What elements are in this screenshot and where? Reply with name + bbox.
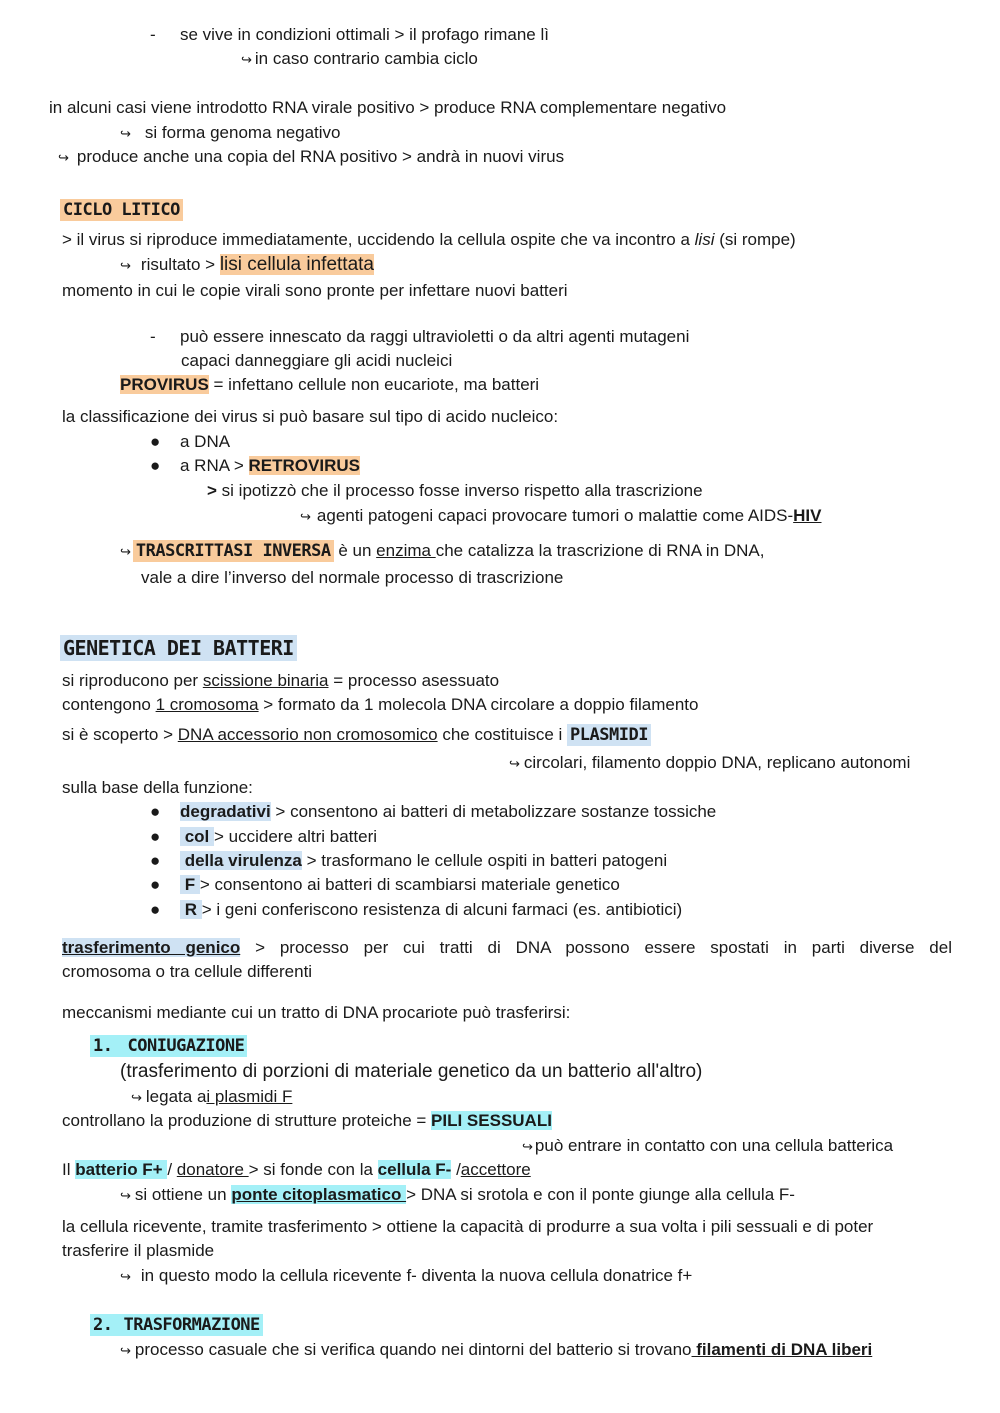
text-line: - se vive in condizioni ottimali > il profago rimane lì: [150, 25, 549, 44]
text-line: si è scoperto > DNA accessorio non cromosomico che costituisce i PLASMIDI: [62, 722, 651, 748]
section-title-ciclo-litico: CICLO LITICO: [60, 197, 183, 223]
bullet-icon: ●: [150, 802, 161, 821]
text-line: trasferire il plasmide: [62, 1241, 215, 1260]
list-item: ● R > i geni conferiscono resistenza di alcuni farmaci (es. antibiotici): [150, 900, 683, 919]
text-line: trasferimento genico > processo per cui tratti di DNA possono essere spostati in parti diverse del: [62, 938, 952, 957]
hook-arrow-icon: ↪: [120, 1189, 131, 1204]
text-line: > il virus si riproduce immediatamente, uccidendo la cellula ospite che va incontro a lisi (si rompe): [62, 230, 796, 249]
text-line: vale a dire l’inverso del normale processo di trascrizione: [141, 568, 564, 587]
text-line: ↪ può entrare in contatto con una cellula batterica: [522, 1136, 894, 1155]
text-line: - può essere innescato da raggi ultravioletti o da altri agenti mutageni: [150, 327, 690, 346]
text-line: ↪ in questo modo la cellula ricevente f- diventa la nuova cellula donatrice f+: [120, 1266, 693, 1285]
text-line: meccanismi mediante cui un tratto di DNA procariote può trasferirsi:: [62, 1003, 571, 1022]
text-line: sulla base della funzione:: [62, 778, 253, 797]
text-line: la classificazione dei virus si può basare sul tipo di acido nucleico:: [62, 407, 559, 426]
plasmidi-term: PLASMIDI: [567, 724, 651, 746]
list-item: ● a RNA > RETROVIRUS: [150, 456, 360, 475]
text-line: ↪ produce anche una copia del RNA positivo > andrà in nuovi virus: [58, 147, 565, 166]
text-line: ↪ agenti patogeni capaci provocare tumori o malattie come AIDS-HIV: [300, 506, 822, 525]
section-title-trasformazione: 2. TRASFORMAZIONE: [90, 1313, 263, 1337]
text-line: Il batterio F+ / donatore > si fonde con la cellula F- /accettore: [62, 1160, 531, 1179]
text-line: ↪ in caso contrario cambia ciclo: [241, 49, 478, 68]
hook-arrow-icon: ↪: [120, 1344, 131, 1359]
text-line: ↪ legata ai plasmidi F: [131, 1087, 293, 1106]
text-line: (trasferimento di porzioni di materiale genetico da un batterio all'altro): [120, 1061, 703, 1082]
text-line: controllano la produzione di strutture proteiche = PILI SESSUALI: [62, 1111, 552, 1130]
bullet-icon: ●: [150, 900, 161, 919]
list-item: ● a DNA: [150, 432, 231, 451]
text-line: ↪ TRASCRITTASI INVERSA è un enzima che catalizza la trascrizione di RNA in DNA,: [120, 541, 765, 561]
bullet-icon: ●: [150, 827, 161, 846]
text-line: ↪ risultato > lisi cellula infettata: [120, 254, 375, 275]
bullet-icon: ●: [150, 875, 161, 894]
text-line: ↪ circolari, filamento doppio DNA, replicano autonomi: [509, 753, 911, 772]
hook-arrow-icon: ↪: [241, 53, 252, 68]
text-line: ↪ si ottiene un ponte citoplasmatico > DNA si srotola e con il ponte giunge alla cellula F-: [120, 1185, 795, 1204]
retrovirus-term: RETROVIRUS: [248, 456, 360, 475]
list-item: ● della virulenza > trasformano le cellule ospiti in batteri patogeni: [150, 851, 668, 870]
text-line: > si ipotizzò che il processo fosse inverso rispetto alla trascrizione: [207, 481, 703, 500]
hook-arrow-icon: ↪: [120, 259, 131, 274]
bullet-icon: ●: [150, 456, 161, 475]
hook-arrow-icon: ↪: [120, 545, 131, 560]
hook-arrow-icon: ↪: [58, 151, 69, 166]
section-title-genetica: GENETICA DEI BATTERI: [60, 633, 297, 664]
text-line: in alcuni casi viene introdotto RNA virale positivo > produce RNA complementare negativo: [49, 98, 727, 117]
text-line: ↪ si forma genoma negativo: [120, 123, 341, 142]
hook-arrow-icon: ↪: [509, 757, 520, 772]
hook-arrow-icon: ↪: [131, 1091, 142, 1106]
text-line: cromosoma o tra cellule differenti: [62, 962, 313, 981]
list-item: ● col > uccidere altri batteri: [150, 827, 378, 846]
text-line: si riproducono per scissione binaria = processo asessuato: [62, 671, 500, 690]
text-line: capaci danneggiare gli acidi nucleici: [181, 351, 453, 370]
provirus-term: PROVIRUS: [120, 375, 209, 394]
text-line: PROVIRUS = infettano cellule non eucariote, ma batteri: [120, 375, 540, 394]
text-line: contengono 1 cromosoma > formato da 1 molecola DNA circolare a doppio filamento: [62, 695, 699, 714]
pili-sessuali-term: PILI SESSUALI: [431, 1111, 552, 1130]
list-item: ● F > consentono ai batteri di scambiarsi materiale genetico: [150, 875, 620, 894]
section-title-coniugazione: 1. CONIUGAZIONE: [90, 1034, 247, 1058]
trascrittasi-term: TRASCRITTASI INVERSA: [133, 540, 334, 562]
highlight-lisi: lisi cellula infettata: [219, 254, 375, 275]
hook-arrow-icon: ↪: [120, 127, 131, 142]
bullet-icon: ●: [150, 851, 161, 870]
bullet-icon: ●: [150, 432, 161, 451]
list-item: ● degradativi > consentono ai batteri di metabolizzare sostanze tossiche: [150, 802, 717, 821]
text-line: la cellula ricevente, tramite trasferimento > ottiene la capacità di produrre a sua volta i pili sessuali e di poter: [62, 1217, 874, 1236]
text-line: ↪ processo casuale che si verifica quando nei dintorni del batterio si trovano filamenti di DNA liberi: [120, 1340, 873, 1359]
hook-arrow-icon: ↪: [300, 510, 311, 525]
text-line: momento in cui le copie virali sono pronte per infettare nuovi batteri: [62, 281, 568, 300]
hook-arrow-icon: ↪: [522, 1140, 533, 1155]
hook-arrow-icon: ↪: [120, 1270, 131, 1285]
